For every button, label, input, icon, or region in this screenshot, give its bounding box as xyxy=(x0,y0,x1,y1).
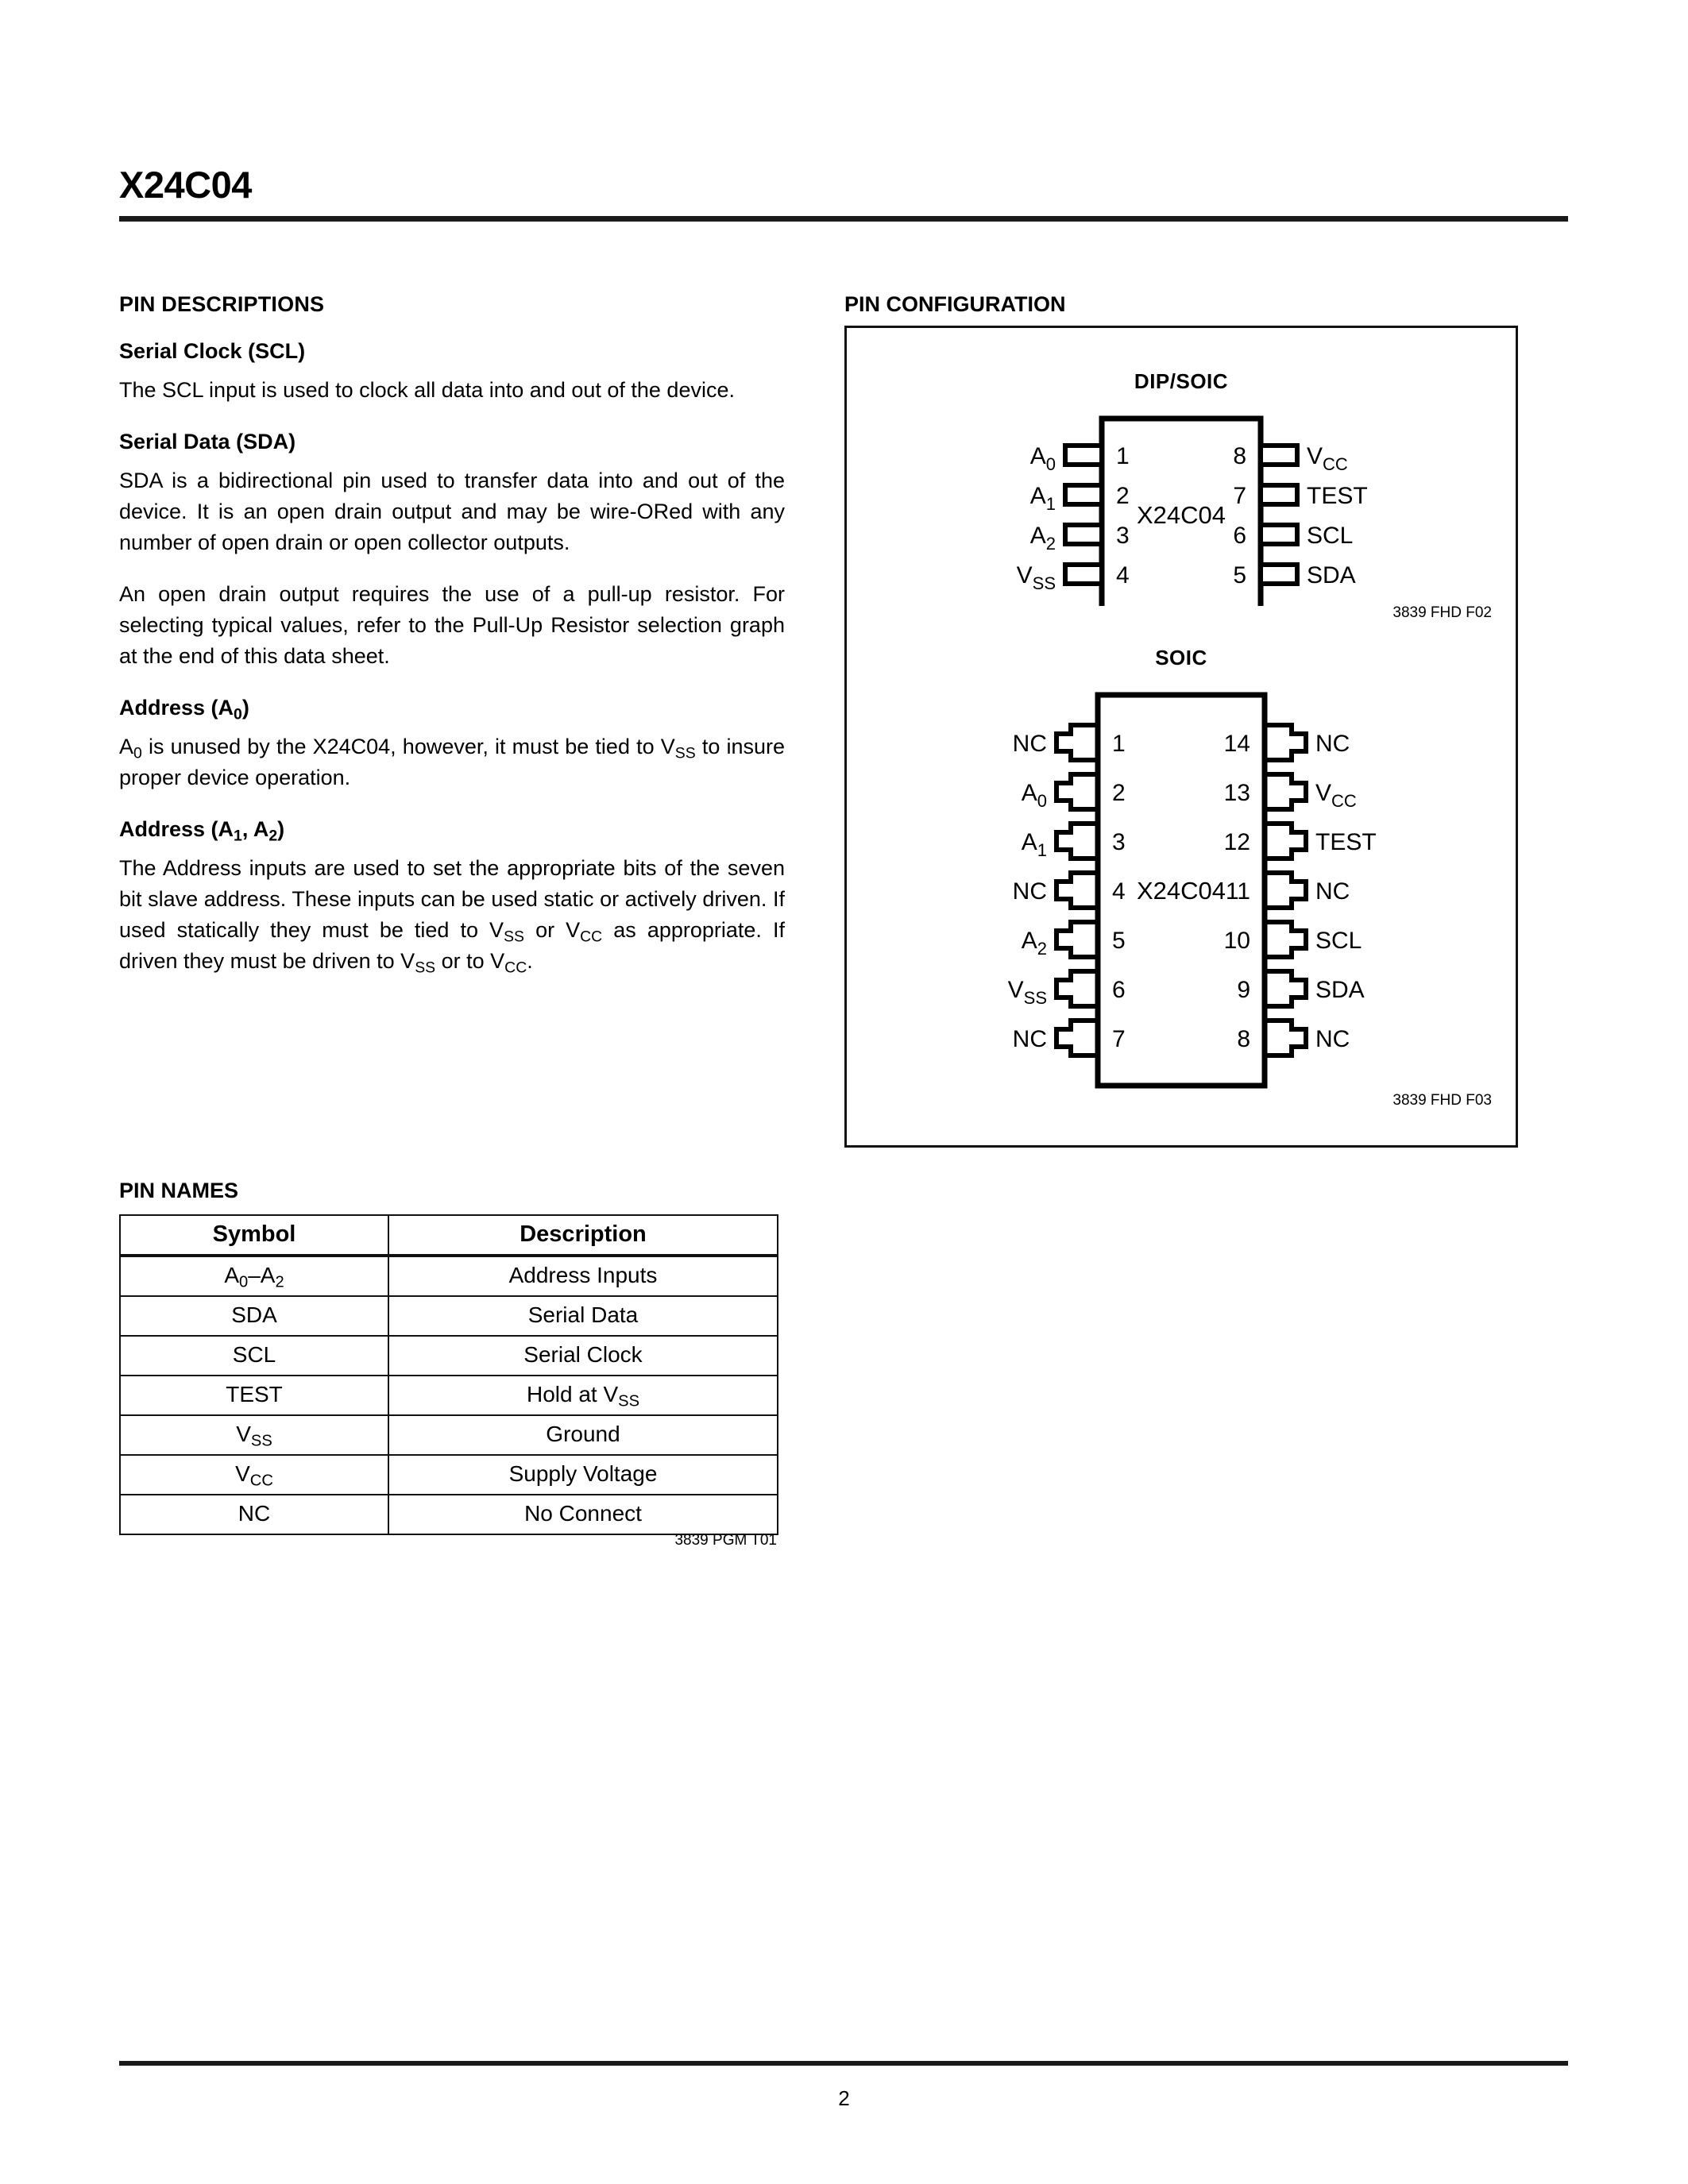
a1a2-heading-s2: 2 xyxy=(268,827,278,845)
svg-text:8: 8 xyxy=(1233,443,1246,469)
svg-text:SDA: SDA xyxy=(1315,977,1365,1003)
svg-text:14: 14 xyxy=(1223,731,1250,757)
page-title: X24C04 xyxy=(119,164,252,206)
a1a2-heading-mid: , A xyxy=(241,817,269,841)
cell-description: Hold at $V_{SS}$ xyxy=(388,1376,778,1415)
svg-text:1: 1 xyxy=(1116,443,1130,469)
svg-text:VSS: $V_{SS}$ xyxy=(1007,977,1047,1008)
a1a2-body-p3: as appropriate. If driven they must be driven to V xyxy=(119,918,785,973)
soic-figure-caption: 3839 FHD F03 xyxy=(1393,1092,1492,1109)
svg-text:NC: NC xyxy=(1012,1026,1047,1052)
address-a1a2-heading xyxy=(119,817,785,845)
table-row xyxy=(120,1256,778,1296)
svg-text:1: 1 xyxy=(1112,731,1126,757)
svg-text:A2: $A_2$ xyxy=(1029,523,1056,554)
a0-body-s1: 0 xyxy=(133,744,142,762)
a1a2-body-s1: SS xyxy=(504,928,525,946)
serial-data-heading: Serial Data (SDA) xyxy=(119,430,296,453)
address-a0-body xyxy=(119,731,785,793)
cell-symbol: SDA xyxy=(120,1296,388,1336)
table-row xyxy=(120,1336,778,1376)
svg-text:11: 11 xyxy=(1225,878,1250,905)
address-a0-heading-post: ) xyxy=(241,696,249,720)
pin-descriptions-heading: PIN DESCRIPTIONS xyxy=(119,292,325,316)
svg-text:7: 7 xyxy=(1233,483,1246,509)
pin-names-table xyxy=(119,1214,778,1535)
svg-text:VCC: $V_{CC}$ xyxy=(1315,780,1357,811)
table-header-row xyxy=(120,1215,778,1256)
svg-text:10: 10 xyxy=(1223,928,1250,954)
svg-text:A0: $A_0$ xyxy=(1021,780,1047,811)
svg-text:NC: NC xyxy=(1315,878,1350,905)
cell-symbol: $V_{SS}$ xyxy=(120,1415,388,1455)
column-header-description: Description xyxy=(388,1215,778,1256)
package-part-label: X24C04 xyxy=(1136,877,1226,905)
pin-descriptions-column xyxy=(119,292,785,977)
svg-text:NC: NC xyxy=(1315,731,1350,757)
soic-package-title: SOIC xyxy=(1155,646,1207,669)
a1a2-body-p5: . xyxy=(527,949,533,973)
svg-text:6: 6 xyxy=(1233,523,1246,549)
header-divider xyxy=(119,216,1568,222)
address-a0-heading xyxy=(119,696,785,723)
svg-text:NC: NC xyxy=(1315,1026,1350,1052)
svg-text:6: 6 xyxy=(1112,977,1126,1003)
address-a1a2-body xyxy=(119,853,785,977)
svg-text:SCL: SCL xyxy=(1307,523,1354,549)
svg-text:12: 12 xyxy=(1223,829,1250,855)
svg-text:3: 3 xyxy=(1116,523,1130,549)
table-row xyxy=(120,1415,778,1455)
a1a2-body-s4: CC xyxy=(504,959,527,977)
open-drain-body: An open drain output requires the use of a pull-up resistor. For selecting typical values, refer to the Pull-Up Resistor selection graph at the end of this data sheet. xyxy=(119,582,785,668)
svg-text:TEST: TEST xyxy=(1307,483,1368,509)
dip-soic-package-title: DIP/SOIC xyxy=(1134,369,1229,393)
pin-names-caption: 3839 PGM T01 xyxy=(674,1532,777,1549)
svg-text:TEST: TEST xyxy=(1315,829,1377,855)
a1a2-heading-pre: Address (A xyxy=(119,817,234,841)
a0-body-p1: A xyxy=(119,735,134,758)
a1a2-body-p1: The Address inputs are used to set the appropriate bits of the seven bit slave address. These inputs can be used static or actively driven. If used statically they must be tied to V xyxy=(119,856,785,942)
svg-text:A2: $A_2$ xyxy=(1021,928,1047,959)
cell-symbol: TEST xyxy=(120,1376,388,1415)
column-header-symbol: Symbol xyxy=(120,1215,388,1256)
cell-description: Serial Clock xyxy=(388,1336,778,1376)
dip-soic-pinout-diagram xyxy=(847,407,1516,606)
cell-description: Ground xyxy=(388,1415,778,1455)
cell-description: Supply Voltage xyxy=(388,1455,778,1495)
cell-symbol: NC xyxy=(120,1495,388,1534)
svg-text:4: 4 xyxy=(1116,562,1130,588)
svg-text:13: 13 xyxy=(1223,780,1250,806)
svg-text:5: 5 xyxy=(1112,928,1126,954)
svg-text:7: 7 xyxy=(1112,1026,1126,1052)
cell-description: No Connect xyxy=(388,1495,778,1534)
cell-description: Serial Data xyxy=(388,1296,778,1336)
page-number: 2 xyxy=(838,2086,850,2110)
a1a2-body-p4: or to V xyxy=(435,949,505,973)
a1a2-body-s2: CC xyxy=(580,928,603,946)
svg-text:2: 2 xyxy=(1112,780,1126,806)
svg-text:VCC: $V_{CC}$ xyxy=(1307,443,1348,474)
svg-text:NC: NC xyxy=(1012,878,1047,905)
svg-text:NC: NC xyxy=(1012,731,1047,757)
table-row xyxy=(120,1455,778,1495)
a1a2-heading-s1: 1 xyxy=(234,827,242,845)
serial-clock-body: The SCL input is used to clock all data into and out of the device. xyxy=(119,378,735,402)
table-row xyxy=(120,1376,778,1415)
table-row xyxy=(120,1495,778,1534)
svg-text:A0: $A_0$ xyxy=(1029,443,1056,474)
cell-description: Address Inputs xyxy=(388,1256,778,1296)
address-a0-heading-sub: 0 xyxy=(234,705,242,723)
a1a2-heading-post: ) xyxy=(277,817,285,841)
svg-text:2: 2 xyxy=(1116,483,1130,509)
serial-clock-heading: Serial Clock (SCL) xyxy=(119,339,306,363)
a0-body-p2: is unused by the X24C04, however, it must be tied to V xyxy=(141,735,675,758)
pin-configuration-heading: PIN CONFIGURATION xyxy=(844,292,1066,316)
a0-body-p3: to insure proper device operation. xyxy=(119,735,786,789)
svg-text:SDA: SDA xyxy=(1307,562,1356,588)
cell-symbol: $A_0-A_2$ xyxy=(120,1256,388,1296)
cell-symbol: SCL xyxy=(120,1336,388,1376)
svg-text:5: 5 xyxy=(1233,562,1246,588)
table-row xyxy=(120,1296,778,1336)
package-part-label: X24C04 xyxy=(1136,501,1226,529)
footer-divider xyxy=(119,2061,1568,2066)
svg-text:9: 9 xyxy=(1237,977,1250,1003)
svg-text:8: 8 xyxy=(1237,1026,1250,1052)
a1a2-body-s3: SS xyxy=(415,959,436,977)
address-a0-heading-pre: Address (A xyxy=(119,696,234,720)
pin-names-heading: PIN NAMES xyxy=(119,1179,239,1202)
svg-text:VSS: $V_{SS}$ xyxy=(1016,562,1056,593)
svg-text:A1: $A_1$ xyxy=(1029,483,1056,514)
svg-text:A1: $A_1$ xyxy=(1021,829,1047,860)
a1a2-body-p2: or V xyxy=(524,918,581,942)
serial-data-body: SDA is a bidirectional pin used to transfer data into and out of the device. It is an open drain output and may be wire-ORed with any number of open drain or open collector outputs. xyxy=(119,469,785,554)
svg-text:3: 3 xyxy=(1112,829,1126,855)
dip-soic-figure-caption: 3839 FHD F02 xyxy=(1393,604,1492,621)
pin-configuration-box xyxy=(844,326,1518,1148)
soic-pinout-diagram xyxy=(847,684,1516,1089)
svg-text:4: 4 xyxy=(1112,878,1126,905)
a0-body-s2: SS xyxy=(674,744,696,762)
svg-text:SCL: SCL xyxy=(1315,928,1362,954)
cell-symbol: $V_{CC}$ xyxy=(120,1455,388,1495)
